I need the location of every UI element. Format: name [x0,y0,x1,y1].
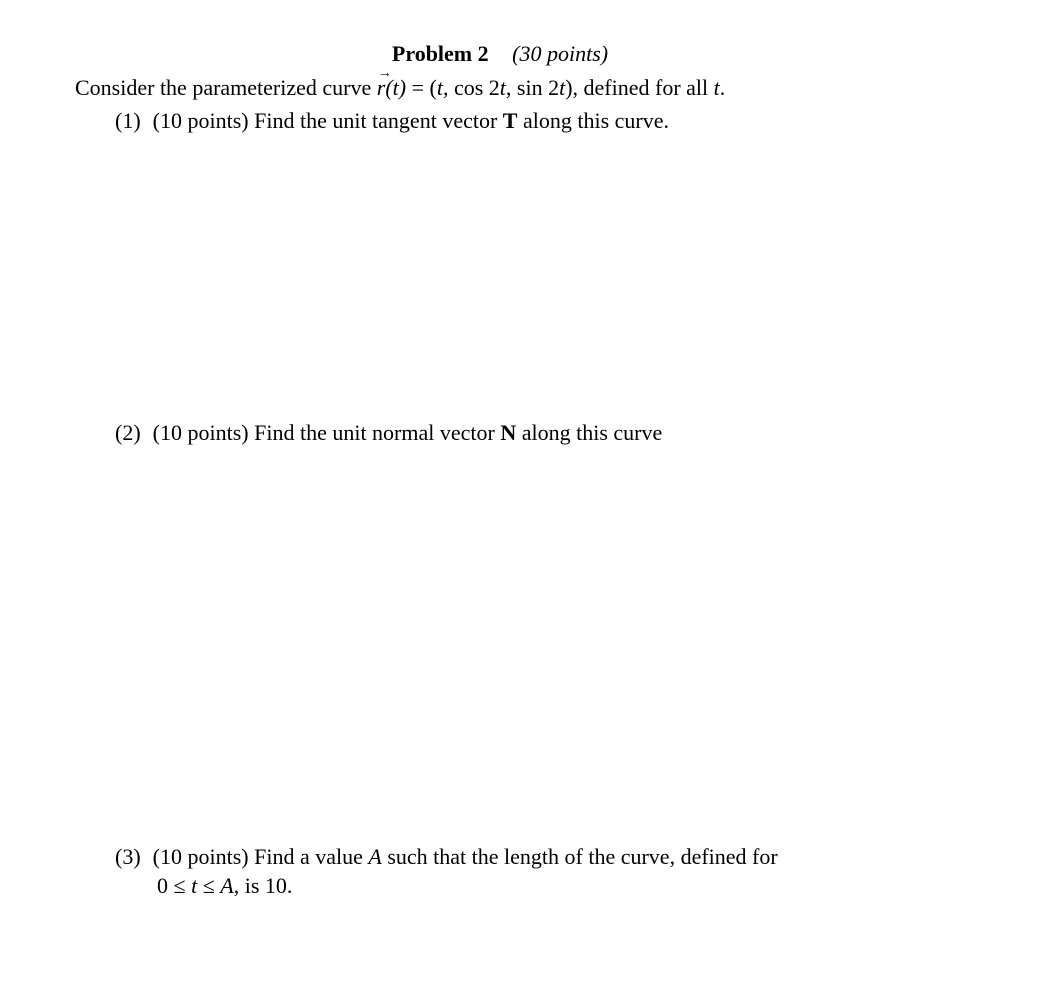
problem-points: (30 points) [512,41,609,66]
intro-equals: = [406,75,430,100]
question-points: (10 points) [152,844,249,869]
question-text: Find the unit normal vector [254,420,495,445]
problem-title [0,40,1000,68]
question-1 [115,107,669,135]
tuple-t3: t [559,75,566,100]
question-text: Find a value [254,844,363,869]
vector-r-letter: r [376,75,386,100]
vector-r [376,66,392,102]
bound-A: A [220,873,234,898]
question-symbol: A [368,844,382,869]
tuple-open: ( [429,75,437,100]
question-symbol: T [502,108,518,133]
question-2 [115,419,662,447]
problem-intro [75,66,726,102]
question-number: (2) [115,420,141,445]
problem-name: Problem 2 [391,41,489,66]
question-3 [115,843,778,871]
question-number: (3) [115,844,141,869]
question-points: (10 points) [152,108,249,133]
vector-arrow-icon: → [377,66,392,81]
tuple-close: ), [565,75,579,100]
tuple-cos: , cos 2 [442,75,500,100]
question-symbol: N [500,420,517,445]
bound-leq: ≤ [202,873,215,898]
bound-t: t [191,873,198,898]
intro-suffix: defined for all [583,75,709,100]
tuple-t2: t [499,75,506,100]
question-3-line-2 [157,872,292,900]
question-text: Find the unit tangent vector [254,108,498,133]
bound-zero: 0 ≤ [157,873,186,898]
intro-period: . [719,75,726,100]
intro-of-t: (t) [385,75,407,100]
question-points: (10 points) [152,420,249,445]
tuple-sin: , sin 2 [505,75,560,100]
question-text-after: along this curve [521,420,663,445]
bound-rest: , is 10. [233,873,293,898]
tuple-t: t [436,75,443,100]
intro-final-t: t [713,75,720,100]
question-number: (1) [115,108,141,133]
question-text-after: along this curve. [522,108,669,133]
question-text-after: such that the length of the curve, defined for [387,844,778,869]
intro-prefix: Consider the parameterized curve [75,75,372,100]
